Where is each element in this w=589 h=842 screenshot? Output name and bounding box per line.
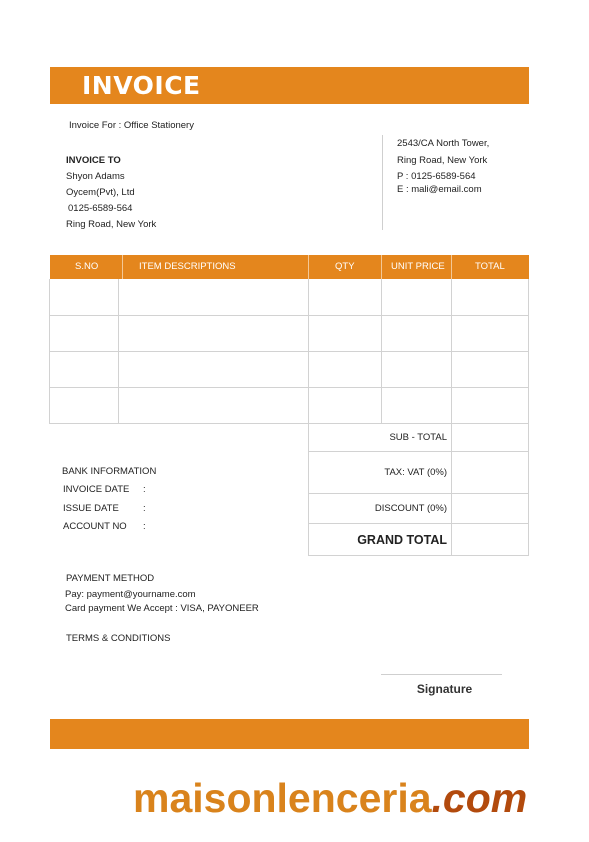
col-line xyxy=(118,279,119,424)
discount-label: DISCOUNT (0%) xyxy=(374,503,447,514)
signature-label: Signature xyxy=(416,682,473,696)
invoice-date-label: INVOICE DATE xyxy=(63,484,130,495)
invoice-title: INVOICE xyxy=(82,71,201,100)
invoice-for: Invoice For : Office Stationery xyxy=(69,120,194,131)
company-address-line2: Ring Road, New York xyxy=(397,155,488,166)
company-divider xyxy=(382,135,383,230)
row-line xyxy=(50,351,529,352)
col-line xyxy=(49,279,50,424)
summary-line xyxy=(308,493,529,494)
invoice-date-colon: : xyxy=(143,484,146,495)
account-no-colon: : xyxy=(143,521,146,532)
watermark-main: maisonlenceria xyxy=(133,775,432,821)
col-total: TOTAL xyxy=(475,261,505,272)
terms-heading: TERMS & CONDITIONS xyxy=(66,633,171,644)
client-company: Oycem(Pvt), Ltd xyxy=(66,187,135,198)
header-banner xyxy=(50,67,529,104)
col-line xyxy=(381,279,382,424)
row-line xyxy=(50,423,529,424)
issue-date-colon: : xyxy=(143,503,146,514)
row-line xyxy=(50,387,529,388)
summary-line xyxy=(308,555,529,556)
client-name: Shyon Adams xyxy=(66,171,125,182)
col-separator xyxy=(381,255,382,279)
company-address-line1: 2543/CA North Tower, xyxy=(397,138,490,149)
tax-label: TAX: VAT (0%) xyxy=(384,467,447,478)
payment-heading: PAYMENT METHOD xyxy=(66,573,155,584)
summary-line xyxy=(528,423,529,556)
summary-line xyxy=(308,451,529,452)
client-phone: 0125-6589-564 xyxy=(68,203,133,214)
col-description: ITEM DESCRIPTIONS xyxy=(139,261,236,272)
subtotal-label: SUB - TOTAL xyxy=(389,432,447,443)
items-table-header xyxy=(50,255,529,279)
bank-heading: BANK INFORMATION xyxy=(62,466,157,477)
payment-email: Pay: payment@yourname.com xyxy=(65,589,196,600)
summary-line xyxy=(308,523,529,524)
col-separator xyxy=(451,255,452,279)
col-unit-price: UNIT PRICE xyxy=(391,261,445,272)
issue-date-label: ISSUE DATE xyxy=(63,503,119,514)
account-no-label: ACCOUNT NO xyxy=(63,521,127,532)
invoice-to-heading: INVOICE TO xyxy=(66,155,121,166)
signature-line xyxy=(381,674,502,675)
col-separator xyxy=(122,255,123,279)
col-line xyxy=(451,279,452,424)
client-address: Ring Road, New York xyxy=(66,219,157,230)
col-line xyxy=(528,279,529,424)
company-phone: P : 0125-6589-564 xyxy=(397,171,476,182)
col-qty: QTY xyxy=(335,261,355,272)
watermark xyxy=(133,775,527,822)
col-sno: S.NO xyxy=(75,261,99,272)
payment-cards: Card payment We Accept : VISA, PAYONEER xyxy=(65,603,259,614)
company-email: E : mali@email.com xyxy=(397,184,482,195)
footer-banner xyxy=(50,719,529,749)
summary-line xyxy=(451,423,452,556)
col-line xyxy=(308,279,309,424)
watermark-suffix: .com xyxy=(431,775,528,821)
row-line xyxy=(50,315,529,316)
col-separator xyxy=(308,255,309,279)
grand-total-label: GRAND TOTAL xyxy=(357,533,447,547)
